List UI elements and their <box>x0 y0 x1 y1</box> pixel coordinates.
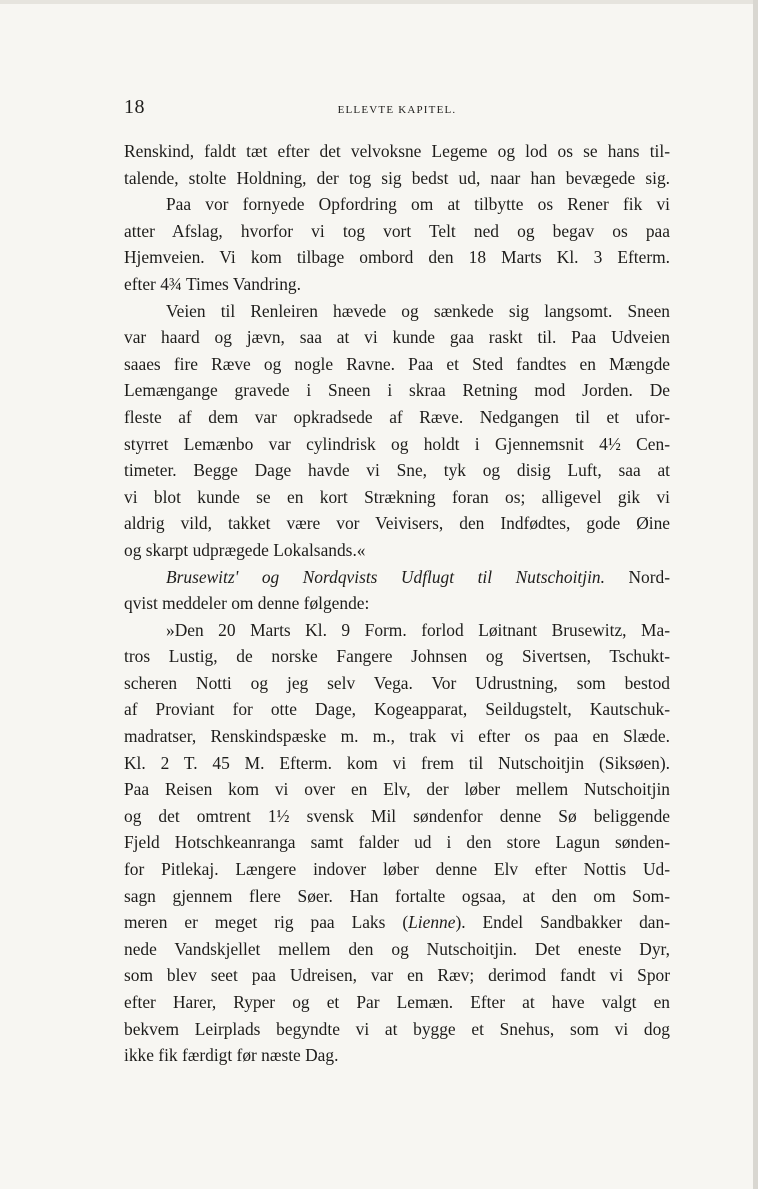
text-line: scheren Notti og jeg selv Vega. Vor Udrustning, som bestod <box>124 672 670 693</box>
text-line: var haard og jævn, saa at vi kunde gaa raskt til. Paa Udveien <box>124 327 670 348</box>
text-line: tros Lustig, de norske Fangere Johnsen og Sivertsen, Tschukt- <box>124 646 670 667</box>
running-head: ELLEVTE KAPITEL. <box>337 104 457 116</box>
text-line: efter Harer, Ryper og et Par Lemæn. Efter at have valgt en <box>124 992 670 1012</box>
text-line: nede Vandskjellet mellem den og Nutschoitjin. Det eneste Dyr, <box>124 938 670 959</box>
text-line: og det omtrent 1½ svensk Mil søndenfor denne Sø beliggende <box>124 805 670 826</box>
text-fragment: ). Endel Sandbakker dan- <box>455 912 670 933</box>
page-top-edge <box>0 0 758 4</box>
text-line: og skarpt udprægede Lokalsands.« <box>124 539 366 560</box>
text-line: Paa Reisen kom vi over en Elv, der løber mellem Nutschoitjin <box>124 779 670 800</box>
italic-term: Lienne <box>408 912 456 933</box>
text-line <box>124 909 670 936</box>
text-line: vi blot kunde se en kort Strækning foran os; alligevel gik vi <box>124 486 670 507</box>
section-heading: Brusewitz' og Nordqvists Udflugt til Nutschoitjin. <box>166 566 605 587</box>
section-heading-line <box>124 564 670 591</box>
text-line: af Proviant for otte Dage, Kogeapparat, Seildugstelt, Kautschuk- <box>124 699 670 720</box>
text-line: qvist meddeler om denne følgende: <box>124 593 370 614</box>
text-line: Lemængange gravede i Sneen i skraa Retning mod Jorden. De <box>124 380 670 401</box>
body-text <box>124 138 670 1069</box>
text-line: talende, stolte Holdning, der tog sig bedst ud, naar han bevægede sig. <box>124 167 670 188</box>
text-line: ikke fik færdigt før næste Dag. <box>124 1045 339 1066</box>
text-line: for Pitlekaj. Længere indover løber denne Elv efter Nottis Ud- <box>124 859 670 880</box>
text-line: efter 4¾ Times Vandring. <box>124 273 301 294</box>
page-header <box>124 96 670 126</box>
page-right-edge <box>753 0 758 1189</box>
text-line: timeter. Begge Dage havde vi Sne, tyk og disig Luft, saa at <box>124 460 670 481</box>
text-line: Fjeld Hotschkeanranga samt falder ud i den store Lagun sønden- <box>124 832 670 853</box>
text-line: styrret Lemænbo var cylindrisk og holdt i Gjennemsnit 4½ Cen- <box>124 433 670 454</box>
text-line: aldrig vild, takket være vor Veivisers, den Indfødtes, gode Øine <box>124 513 670 534</box>
text-line: Renskind, faldt tæt efter det velvoksne Legeme og lod os se hans til- <box>124 141 670 161</box>
text-line: saaes fire Ræve og nogle Ravne. Paa et Sted fandtes en Mængde <box>124 353 670 374</box>
text-line: »Den 20 Marts Kl. 9 Form. forlod Løitnant Brusewitz, Ma- <box>166 619 670 640</box>
text-fragment: meren er meget rig paa Laks ( <box>124 912 409 933</box>
page-number: 18 <box>124 96 145 118</box>
text-fragment: Nord- <box>628 566 670 587</box>
text-line: madratser, Renskindspæske m. m., trak vi efter os paa en Slæde. <box>124 726 670 747</box>
text-line: Veien til Renleiren hævede og sænkede sig langsomt. Sneen <box>166 300 670 321</box>
text-line: sagn gjennem flere Søer. Han fortalte ogsaa, at den om Som- <box>124 885 670 906</box>
text-line: atter Afslag, hvorfor vi tog vort Telt ned og begav os paa <box>124 220 670 241</box>
text-line: som blev seet paa Udreisen, var en Ræv; derimod fandt vi Spor <box>124 965 670 986</box>
text-line: fleste af dem var opkradsede af Ræve. Nedgangen til et ufor- <box>124 406 670 427</box>
text-line: Kl. 2 T. 45 M. Efterm. kom vi frem til Nutschoitjin (Siksøen). <box>124 752 670 773</box>
text-line: Hjemveien. Vi kom tilbage ombord den 18 Marts Kl. 3 Efterm. <box>124 247 670 268</box>
text-line: Paa vor fornyede Opfordring om at tilbytte os Rener fik vi <box>166 194 670 215</box>
text-line: bekvem Leirplads begyndte vi at bygge et Snehus, som vi dog <box>124 1018 670 1039</box>
